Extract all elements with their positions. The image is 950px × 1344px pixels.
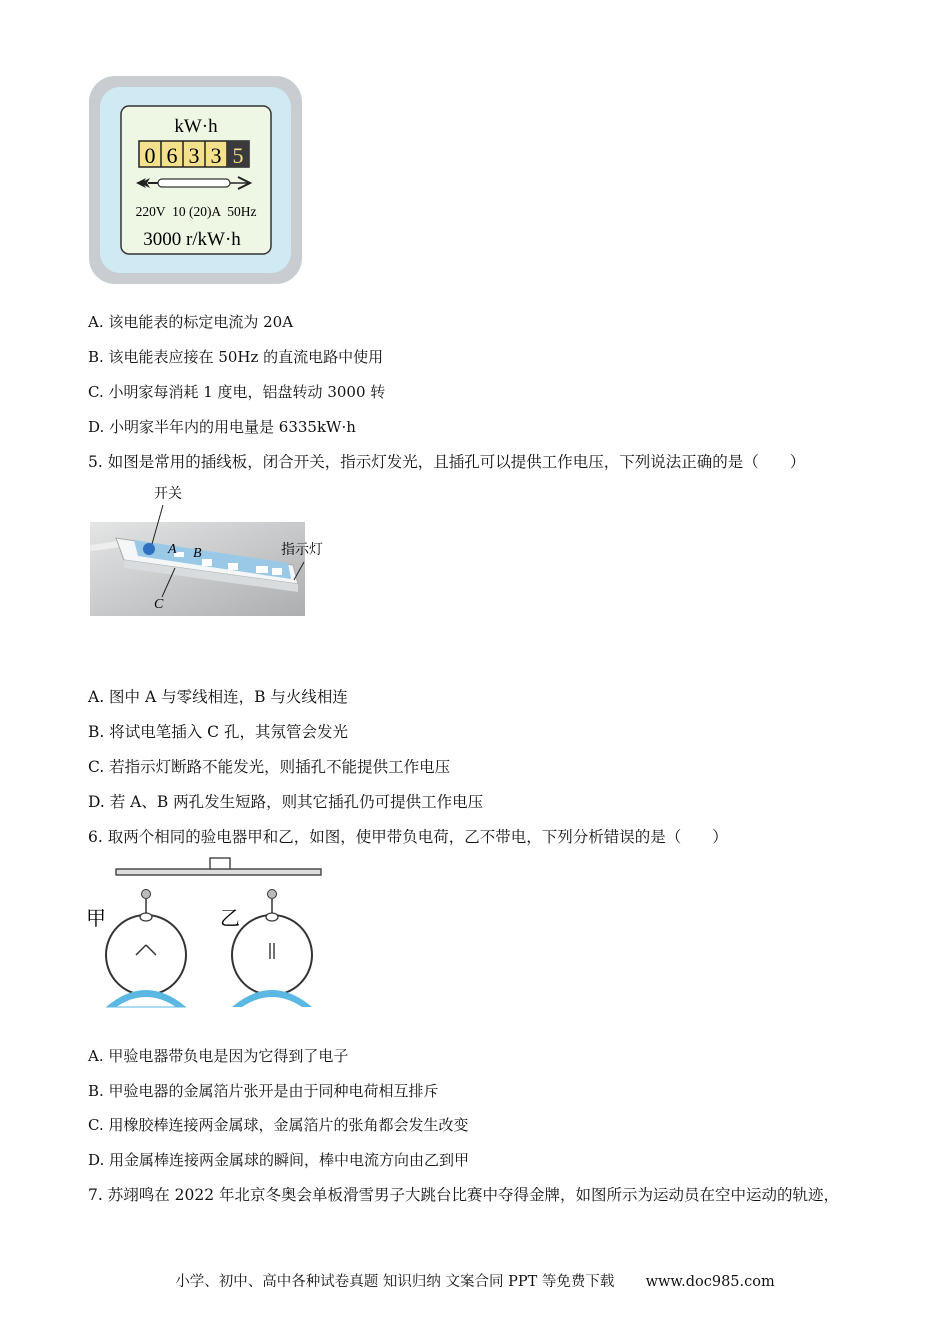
meter-digit-5: 5 [232,143,244,168]
meter-digit-3: 3 [188,143,200,168]
meter-digit-4: 3 [210,143,222,168]
q4-option-b: B. 该电能表应接在 50Hz 的直流电路中使用 [88,348,384,366]
electroscope-yi [232,890,312,1008]
meter-spec-line: 220V 10 (20)A 50Hz [135,204,257,219]
q5-option-b: B. 将试电笔插入 C 孔，其氖管会发光 [88,723,348,741]
q4-option-a: A. 该电能表的标定电流为 20A [88,313,294,331]
hole-label-c: C [154,597,164,612]
meter-digit-display [139,141,249,168]
q6-option-c: C. 用橡胶棒连接两金属球，金属箔片的张角都会发生改变 [88,1116,469,1134]
q5-stem: 5. 如图是常用的插线板，闭合开关，指示灯发光，且插孔可以提供工作电压，下列说法正确的是（ ） [88,453,806,471]
meter-rev-line: 3000 r/kW·h [143,229,241,250]
footer-text: 小学、初中、高中各种试卷真题 知识归纳 文案合同 PPT 等免费下载 [175,1274,615,1290]
q6-option-d: D. 用金属棒连接两金属球的瞬间，棒中电流方向由乙到甲 [88,1151,470,1169]
hole-label-a: A [168,542,177,557]
q6-stem: 6. 取两个相同的验电器甲和乙，如图，使甲带负电荷，乙不带电，下列分析错误的是（ ） [88,828,728,846]
q5-option-c: C. 若指示灯断路不能发光，则插孔不能提供工作电压 [88,758,451,776]
electroscope-yi-label: 乙 [220,908,240,930]
q5-option-a: A. 图中 A 与零线相连，B 与火线相连 [88,688,348,706]
q6-option-a: A. 甲验电器带负电是因为它得到了电子 [88,1047,349,1065]
meter-digit-1: 0 [144,143,156,168]
power-strip-figure [88,480,323,618]
page-footer [0,1270,950,1291]
q6-option-b: B. 甲验电器的金属箔片张开是由于同种电荷相互排斥 [88,1082,439,1100]
electroscope-jia [106,890,186,1008]
footer-url[interactable]: www.doc985.com [645,1274,775,1290]
q4-option-d: D. 小明家半年内的用电量是 6335kW·h [88,418,356,436]
meter-unit: kW·h [174,116,218,137]
hole-label-b: B [193,546,202,561]
indicator-label: 指示灯 [281,543,323,558]
meter-digit-2: 6 [166,143,178,168]
switch-label: 开关 [154,487,182,502]
electric-meter-figure [88,75,303,285]
electroscope-jia-label: 甲 [86,908,106,930]
q4-option-c: C. 小明家每消耗 1 度电，铝盘转动 3000 转 [88,383,386,401]
q7-stem: 7. 苏翊鸣在 2022 年北京冬奥会单板滑雪男子大跳台比赛中夺得金牌，如图所示为运动员在空中运动的轨迹， [88,1186,840,1204]
q5-option-d: D. 若 A、B 两孔发生短路，则其它插孔仍可提供工作电压 [88,793,484,811]
switch-button-icon [143,543,155,555]
electroscope-figure [84,855,328,1010]
